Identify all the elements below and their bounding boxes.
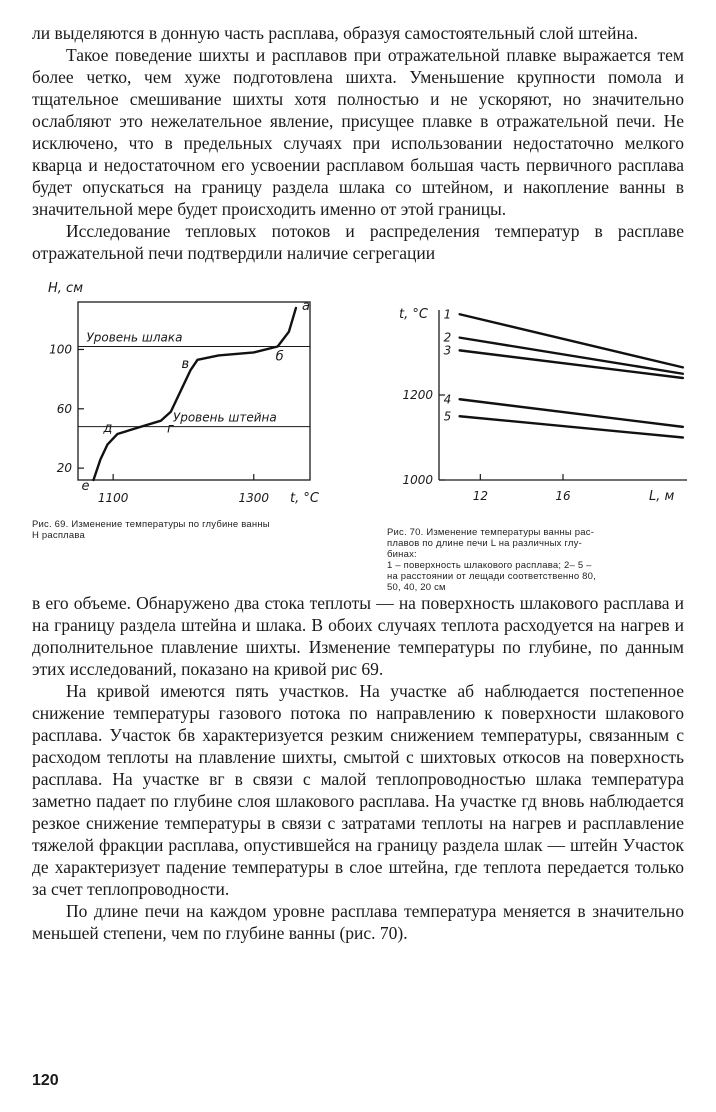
y-tick-label: 20 bbox=[56, 461, 72, 476]
level-label: Уровень штейна bbox=[172, 410, 277, 425]
plot-frame bbox=[78, 302, 310, 480]
series-line bbox=[460, 399, 683, 427]
curve-point-label: д bbox=[103, 421, 113, 437]
x-axis-label: t, °C bbox=[290, 491, 319, 506]
curve-point-label: е bbox=[81, 479, 90, 494]
y-tick-label: 1200 bbox=[402, 388, 433, 402]
y-axis-label: t, °C bbox=[399, 307, 428, 322]
paragraph-1: ли выделяются в донную часть расплава, образуя самостоятельный слой штейна. bbox=[32, 23, 638, 43]
series-label: 4 bbox=[443, 392, 452, 407]
x-axis-label: L, м bbox=[649, 489, 675, 504]
figure-70-chart bbox=[387, 300, 687, 520]
page-number: 120 bbox=[32, 1072, 59, 1089]
figure-69-caption: Рис. 69. Изменение температуры по глубине ванны H расплава bbox=[32, 519, 270, 541]
page-body bbox=[32, 22, 684, 944]
series-line bbox=[460, 314, 683, 367]
figure-70-caption bbox=[387, 527, 657, 593]
series-label: 1 bbox=[443, 307, 452, 322]
x-tick-label: 1100 bbox=[97, 491, 129, 505]
figure-70-caption-line: 50, 40, 20 см bbox=[387, 582, 446, 593]
figure-70 bbox=[387, 300, 687, 593]
figure-70-caption-line: бинах: bbox=[387, 549, 417, 560]
x-tick-label: 1300 bbox=[238, 491, 270, 505]
curve-point-label: б bbox=[275, 349, 284, 365]
y-axis-label: H, см bbox=[48, 281, 83, 296]
y-tick-label: 60 bbox=[56, 401, 72, 416]
y-tick-label: 100 bbox=[49, 342, 72, 357]
curve-point-label: а bbox=[301, 298, 310, 314]
figure-70-caption-line: Рис. 70. Изменение температуры ванны рас- bbox=[387, 527, 595, 538]
paragraph-2: Такое поведение шихты и расплавов при отражательной плавке выражается тем более четко, чем хуже подготовлена шихта. Уменьшение крупности помола и тщательное смешивание шихты хотя полностью и не ускоряют, но значительно ослабляют это нежелательное явление, присущее плавке в отражательной печи. Не исключено, что в предельных случаях при использовании недостаточно мелкого кварца и недостаточном его усвоении расплавом большая часть первичного расплава будет опускаться на границу раздела шлака со штейном, и накопление ванны в значительной мере будет происходить именно от этой границы. bbox=[32, 45, 684, 219]
figure-69-chart bbox=[32, 270, 332, 510]
paragraph-4: в его объеме. Обнаружено два стока теплоты — на поверхность шлакового расплава и на границу раздела штейна и шлака. В обоих случаях теплота расходуется на нагрев и дополнительное плавление шихты. Изменение температуры по глубине, по данным этих исследований, показано на кривой рис 69. bbox=[32, 593, 684, 679]
figure-70-caption-line: плавов по длине печи L на различных глу- bbox=[387, 538, 582, 549]
series-line bbox=[460, 416, 683, 437]
curve-point-label: г bbox=[166, 421, 174, 437]
figure-70-caption-line: на расстоянии от лещади соответственно 80, bbox=[387, 571, 596, 582]
figure-70-caption-line: 1 – поверхность шлакового расплава; 2– 5 – bbox=[387, 560, 592, 571]
y-tick-label: 1000 bbox=[402, 473, 433, 487]
paragraph-3: Исследование тепловых потоков и распределения температур в расплаве отражательной печи подтвердили наличие сегрегации bbox=[32, 221, 684, 263]
level-label: Уровень шлака bbox=[86, 330, 183, 345]
x-tick-label: 12 bbox=[472, 489, 488, 503]
curve-point-label: в bbox=[181, 356, 190, 372]
series-label: 3 bbox=[443, 343, 452, 358]
figures-block bbox=[32, 270, 684, 593]
series-label: 2 bbox=[443, 330, 452, 345]
figure-69 bbox=[32, 270, 332, 541]
series-label: 5 bbox=[443, 409, 452, 424]
paragraph-6: По длине печи на каждом уровне расплава температура меняется в значительно меньшей степени, чем по глубине ванны (рис. 70). bbox=[32, 901, 684, 943]
x-tick-label: 16 bbox=[555, 489, 571, 503]
paragraph-5: На кривой имеются пять участков. На участке аб наблюдается постепенное снижение температуры газового потока по направлению к поверхности шлакового расплава. Участок бв характеризуется резким снижением температуры, связанным с расходом теплоты на плавление шихты, смытой с шихтовых откосов на поверхность расплава. На участке вг в связи с малой теплопроводностью шлака температура заметно падает по глубине слоя шлакового расплава. На участке гд вновь наблюдается резкое снижение температуры в связи с затратами теплоты на нагрев и расплавление тяжелой фракции расплава, опустившейся на границу раздела шлак — штейн Участок де характеризует падение температуры в слое штейна, где теплота передается только за счет теплопроводности. bbox=[32, 681, 684, 899]
